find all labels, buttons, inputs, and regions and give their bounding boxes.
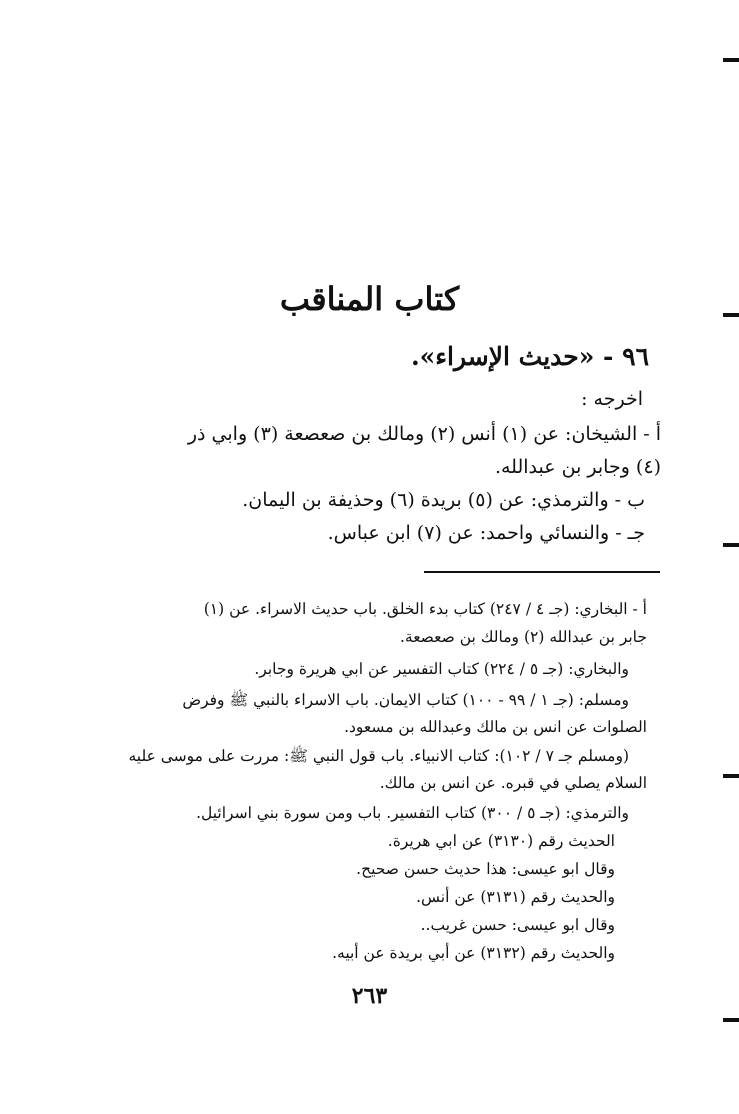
footnote-line: والترمذي: (جـ ٥ / ٣٠٠) كتاب التفسير. باب ومن سورة بني اسرائيل. [196, 804, 629, 822]
page-number: ٢٦٣ [351, 983, 388, 1009]
footnote-line: (ومسلم جـ ٧ / ١٠٢): كتاب الانبياء. باب قول النبي ﷺ: مررت على موسى عليه [128, 747, 629, 765]
body-line: (٤) وجابر بن عبدالله. [494, 456, 661, 478]
footnote-line: والبخاري: (جـ ٥ / ٢٢٤) كتاب التفسير عن ابي هريرة وجابر. [254, 660, 629, 678]
scan-edge-mark [723, 1018, 739, 1022]
body-line: أ - الشيخان: عن (١) أنس (٢) ومالك بن صعصعة (٣) وابي ذر [187, 423, 661, 445]
footnote-line: والحديث رقم (٣١٣١) عن أنس. [416, 888, 615, 906]
footnote-line: الصلوات عن انس بن مالك وعبدالله بن مسعود. [344, 718, 647, 736]
scan-edge-mark [723, 543, 739, 547]
footnote-line: والحديث رقم (٣١٣٢) عن أبي بريدة عن أبيه. [332, 944, 615, 962]
hadith-heading: ٩٦ - «حديث الإسراء». [410, 342, 649, 371]
footnote-line: وقال ابو عيسى: حسن غريب.. [420, 916, 615, 934]
footnote-line: السلام يصلي في قبره. عن انس بن مالك. [379, 774, 647, 792]
footnote-line: وقال ابو عيسى: هذا حديث حسن صحيح. [356, 860, 615, 878]
footnote-line: ومسلم: (جـ ١ / ٩٩ - ١٠٠) كتاب الايمان. باب الاسراء بالنبي ﷺ وفرض [182, 691, 629, 709]
scan-edge-mark [723, 58, 739, 62]
body-line: اخرجه : [581, 388, 643, 410]
footnote-line: أ - البخاري: (جـ ٤ / ٢٤٧) كتاب بدء الخلق. باب حديث الاسراء. عن (١) [203, 600, 647, 618]
body-line: ب - والترمذي: عن (٥) بريدة (٦) وحذيفة بن اليمان. [242, 489, 645, 511]
footnote-divider [424, 571, 660, 573]
footnote-line: الحديث رقم (٣١٣٠) عن ابي هريرة. [387, 832, 615, 850]
book-title: كتاب المناقب [279, 280, 460, 318]
body-line: جـ - والنسائي واحمد: عن (٧) ابن عباس. [327, 522, 645, 544]
scan-edge-mark [723, 774, 739, 778]
footnote-line: جابر بن عبدالله (٢) ومالك بن صعصعة. [399, 628, 647, 646]
